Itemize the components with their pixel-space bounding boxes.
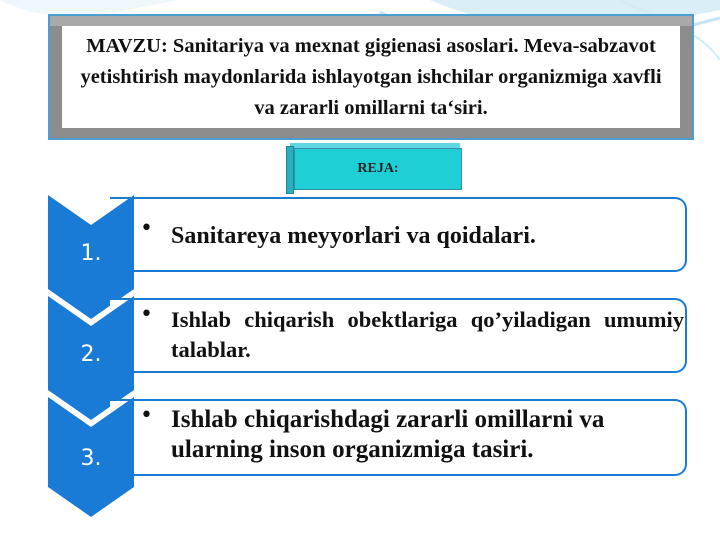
plan-tab-side bbox=[286, 146, 294, 194]
list-item-number: 3. bbox=[80, 446, 102, 471]
plan-tab bbox=[286, 146, 462, 190]
list-item-text: Ishlab chiqarish obektlariga qo’yiladigan umumiy talablar. bbox=[171, 307, 684, 362]
list-item-number: 1. bbox=[80, 241, 102, 266]
title-frame bbox=[48, 14, 694, 140]
title-box bbox=[62, 26, 680, 128]
list-item-number: 2. bbox=[80, 342, 102, 367]
plan-label: REJA: bbox=[294, 148, 462, 190]
list-item-text: Sanitareya meyyorlari va qoidalari. bbox=[171, 223, 536, 249]
bullet-icon: • bbox=[140, 216, 153, 241]
bullet-icon: • bbox=[140, 302, 153, 327]
list-item-text: Ishlab chiqarishdagi zararli omillarni va ularning inson organizmiga tasiri. bbox=[171, 406, 605, 463]
title-frame-bevel bbox=[50, 16, 692, 26]
page-title: MAVZU: Sanitariya va mexnat gigienasi asoslari. Meva-sabzavot yetishtirish maydonlarida ishlayotgan ishchilar organizmiga xavfli va zararli omillarni ta‘siri. bbox=[80, 34, 662, 119]
bullet-icon: • bbox=[140, 403, 153, 428]
